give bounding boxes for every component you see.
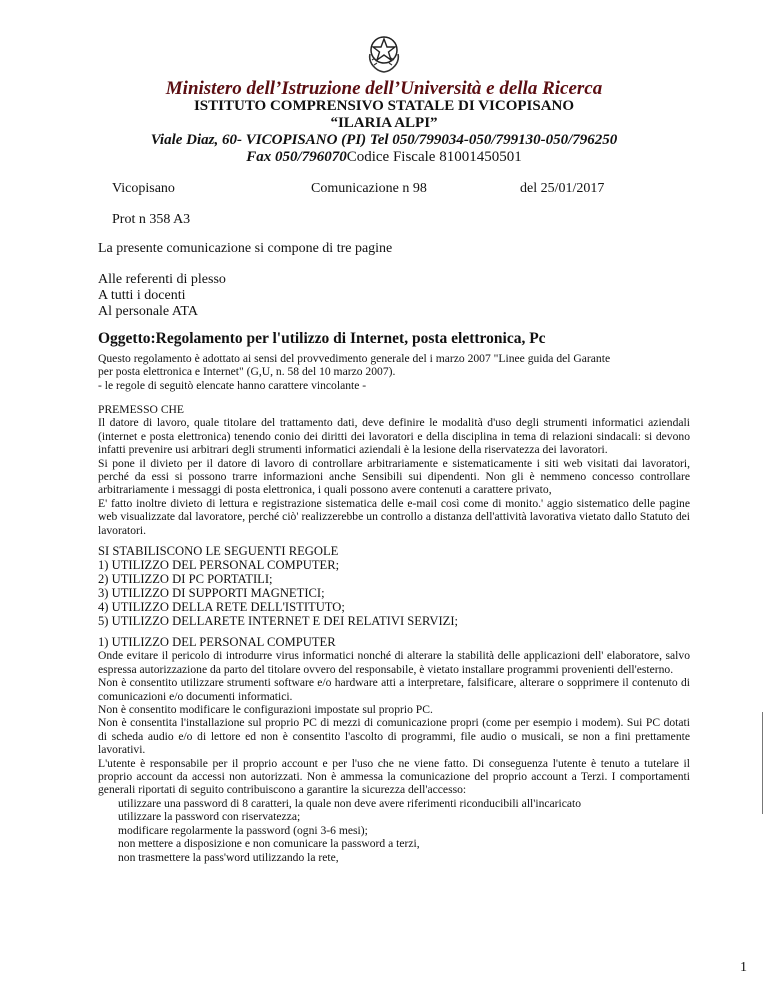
premise-section <box>98 403 690 537</box>
rules-list <box>98 544 458 628</box>
communication-number: Comunicazione n 98 <box>311 181 427 196</box>
intro-paragraph <box>98 352 690 392</box>
recipient-1: Alle referenti di plesso <box>98 272 226 287</box>
recipient-3: Al personale ATA <box>98 304 198 319</box>
fax-number: Fax 050/796070 <box>246 149 347 165</box>
place: Vicopisano <box>112 181 175 196</box>
subject-line: Oggetto:Regolamento per l'utilizzo di Internet, posta elettronica, Pc <box>98 330 546 347</box>
rule-item: 2) UTILIZZO DI PC PORTATILI; <box>98 572 273 586</box>
password-rule: utilizzare la password con riservatezza; <box>118 810 301 824</box>
section-1-paragraph: Non è consentito utilizzare strumenti software e/o hardware atti a interpretare, falsificare, alterare o sopprimere il contenuto di comunicazioni e/o documenti informatici. <box>98 676 690 703</box>
password-rule: non trasmettere la pass'word utilizzando la rete, <box>118 850 339 864</box>
section-1-paragraph: Non è consentita l'installazione sul proprio PC di mezzi di comunicazione propri (come per esempio i modem). Sui PC dotati di scheda audio e/o di lettore ed non è consentito l'ascolto di programmi, file audio o musicali, se non a fini prettamente lavorativi. <box>98 716 690 757</box>
institute-address: Viale Diaz, 60- VICOPISANO (PI) Tel 050/799034-050/799130-050/796250 <box>150 132 618 148</box>
communication-date: del 25/01/2017 <box>520 181 605 196</box>
rule-item: 3) UTILIZZO DI SUPPORTI MAGNETICI; <box>98 586 325 600</box>
premise-heading: PREMESSO CHE <box>98 403 185 416</box>
password-rule: modificare regolarmente la password (ogni 3-6 mesi); <box>118 823 368 837</box>
pages-note: La presente comunicazione si compone di tre pagine <box>98 241 393 256</box>
section-1-paragraph: Onde evitare il pericolo di introdurre virus informatici nonché di alterare la stabilità delle applicazioni dell' elaboratore, salvo espressa autorizzazione da parto del titolare ovvero del responsabile, è vietato installare programmi provenienti dell'esterno. <box>98 649 690 676</box>
intro-line: Questo regolamento è adottato ai sensi del provvedimento generale del i marzo 2007 "Linee guida del Garante <box>98 352 611 365</box>
premise-paragraph: E' fatto inoltre divieto di lettura e registrazione sistematica delle e-mail così come di monito.' aggio sistematico delle pagine web visualizzate dal lavoratore, perché ciò' realizzerebbe un controllo a distanza dell'attività lavorativa vietato dallo Statuto dei lavoratori. <box>98 496 690 537</box>
fax-and-fiscal-code <box>0 149 768 166</box>
section-1 <box>98 636 690 864</box>
institute-name: ISTITUTO COMPRENSIVO STATALE DI VICOPISANO <box>193 98 575 114</box>
protocol-number: Prot n 358 A3 <box>112 212 191 227</box>
ministry-title: Ministero dell’Istruzione dell’Università e della Ricerca <box>165 78 603 99</box>
rules-heading: SI STABILISCONO LE SEGUENTI REGOLE <box>98 544 339 558</box>
section-1-paragraph: Non è consentito modificare le configurazioni impostate sul proprio PC. <box>98 703 433 717</box>
recipient-2: A tutti i docenti <box>98 288 186 303</box>
rule-item: 1) UTILIZZO DEL PERSONAL COMPUTER; <box>98 558 340 572</box>
margin-mark <box>762 712 763 814</box>
premise-paragraph: Il datore di lavoro, quale titolare del trattamento dati, deve definire le modalità d'uso degli strumenti informatici aziendali (internet e posta elettronica) tenendo conio dei diritti dei lavoratori e della disciplina in tema di relazioni sindacali: si devono infatti prevenire usi arbitrari degli strumenti informatici aziendali è la lesione della riservatezza dei lavoratori. <box>98 416 690 457</box>
section-1-paragraph: L'utente è responsabile per il proprio account e per l'uso che ne viene fatto. Di conseguenza l'utente è tenuto a tutelare il proprio account da accessi non autorizzati. Non è ammessa la comunicazione del proprio account a Terzi. I comportamenti generali riportati di seguito contribuiscono a garantire la sicurezza dell'accesso: <box>98 756 690 797</box>
rule-item: 4) UTILIZZO DELLA RETE DELL'ISTITUTO; <box>98 600 345 614</box>
password-rule: non mettere a disposizione e non comunicare la password a terzi, <box>118 837 420 851</box>
section-1-title: 1) UTILIZZO DEL PERSONAL COMPUTER <box>98 635 336 649</box>
premise-paragraph: Si pone il divieto per il datore di lavoro di controllare arbitrariamente e sistematicamente i siti web visitati dai lavoratori, perché da essi si possono trarre informazioni anche Sensibili sui dipendenti. Non gli è nemmeno concesso controllare arbitrariamente i messaggi di posta elettronica, i quali possono avere contenuti a carattere privato, <box>98 456 690 497</box>
password-rule: utilizzare una password di 8 caratteri, la quale non deve avere riferimenti riconducibili all'incaricato <box>118 796 582 810</box>
page-number: 1 <box>740 960 747 975</box>
rule-item: 5) UTILIZZO DELLARETE INTERNET E DEI RELATIVI SERVIZI; <box>98 614 459 628</box>
institute-dedication: “ILARIA ALPI” <box>330 115 438 131</box>
intro-line: - le regole di seguitò elencate hanno carattere vincolante - <box>98 378 367 392</box>
intro-line: per posta elettronica e Internet" (G,U, n. 58 del 10 marzo 2007). <box>98 365 396 379</box>
fiscal-code: Codice Fiscale 81001450501 <box>346 149 522 165</box>
republic-emblem-icon <box>364 30 404 74</box>
